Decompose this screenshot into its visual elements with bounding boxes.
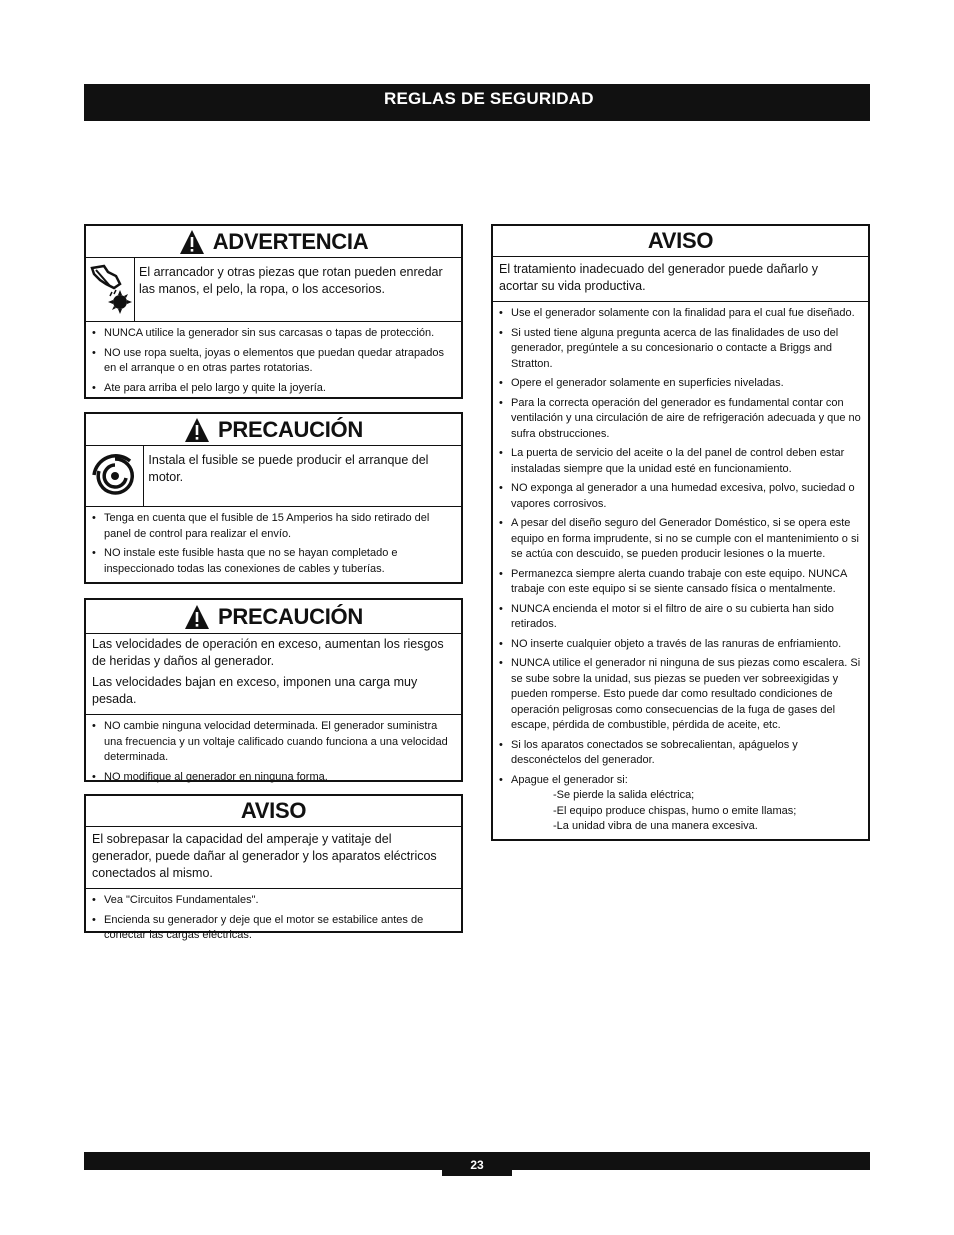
list-item [497, 773, 862, 835]
warning-triangle-icon [184, 604, 210, 630]
list-item-text: Apague el generador si: [511, 773, 628, 786]
precaucion-speed-list [86, 715, 461, 793]
aviso-capacity-intro: El sobrepasar la capacidad del amperaje y vatitaje del generador, puede dañar al generador y los aparatos eléctricos conectados al mismo. [86, 827, 461, 889]
aviso-capacity-header [86, 796, 461, 827]
list-item: • NUNCA utilice la generador sin sus carcasas o tapas de protección. [90, 326, 455, 342]
aviso-treatment-title: AVISO [647, 228, 714, 253]
list-item: • Tenga en cuenta que el fusible de 15 Amperios ha sido retirado del panel de control para realizar el envío. [90, 511, 455, 542]
auto-start-icon [86, 446, 144, 506]
intro-paragraph: Las velocidades de operación en exceso, aumentan los riesgos de heridas y daños al generador. [92, 637, 444, 668]
warning-triangle-icon [179, 229, 205, 255]
precaucion-fuse-list [86, 507, 461, 585]
precaucion-speed-box [84, 598, 463, 782]
precaucion-fuse-text: Instala el fusible se puede producir el arranque del motor. [148, 453, 429, 484]
sub-item: -El equipo produce chispas, humo o emite llamas; [553, 804, 797, 817]
advertencia-box [84, 224, 463, 399]
list-item: • NO use ropa suelta, joyas o elementos que puedan quedar atrapados en el arranque o en otras partes rotatorias. [90, 346, 455, 377]
list-item: • La puerta de servicio del aceite o la del panel de control deben estar instaladas siempre que la unidad esté en funcionamiento. [497, 446, 862, 477]
list-item: • NO inserte cualquier objeto a través de las ranuras de enfriamiento. [497, 637, 862, 653]
list-item: • Ate para arriba el pelo largo y quite la joyería. [90, 381, 455, 397]
list-item: • NUNCA utilice el generador ni ninguna de sus piezas como escalera. Si se sube sobre la unidad, sus piezas se pueden ver sobreexigidas y pueden romperse. Esto puede dar como resultado condiciones de operación peligrosas como consecuencias de la fuga de gases del escape, pérdida de combustible, pérdida de aceite, etc. [497, 656, 862, 734]
precaucion-speed-header [86, 600, 461, 634]
list-item: • NO exponga al generador a una humedad excesiva, polvo, suciedad o vapores corrosivos. [497, 481, 862, 512]
intro-paragraph: Las velocidades bajan en exceso, imponen una carga muy pesada. [92, 675, 418, 706]
advertencia-title: ADVERTENCIA [212, 228, 369, 254]
list-item: • NUNCA encienda el motor si el filtro de aire o su cubierta han sido retirados. [497, 602, 862, 633]
list-item: • NO modifique al generador en ninguna forma. [90, 770, 455, 786]
aviso-capacity-list [86, 889, 461, 952]
list-item: • Para la correcta operación del generador es fundamental contar con ventilación y una circulación de aire de refrigeración adecuada y que no sufra obstrucciones. [497, 396, 862, 443]
sub-item: -Se pierde la salida eléctrica; [553, 789, 695, 801]
list-item: • Si los aparatos conectados se sobrecalientan, apáguelos y desconéctelos del generador. [497, 738, 862, 769]
aviso-capacity-box [84, 794, 463, 941]
list-item: • Use el generador solamente con la finalidad para el cual fue diseñado. [497, 306, 862, 322]
precaucion-fuse-title: PRECAUCIÓN [218, 416, 363, 442]
list-item: • Encienda su generador y deje que el motor se estabilice antes de conectar las cargas eléctricas. [90, 913, 455, 944]
list-item: • Si usted tiene alguna pregunta acerca de las finalidades de uso del generador, pregúntele a su concesionario o contacte a Briggs and Stratton. [497, 326, 862, 373]
precaucion-fuse-box [84, 412, 463, 584]
list-item: • A pesar del diseño seguro del Generador Doméstico, si se opera este equipo en forma imprudente, si no se cumple con el mantenimiento o si se actúa con descuido, se pueden producir lesiones o la muerte. [497, 516, 862, 563]
list-item: • Vea "Circuitos Fundamentales". [90, 893, 455, 909]
hand-rotating-parts-icon [86, 258, 135, 321]
aviso-treatment-header [493, 226, 868, 257]
section-header-bar [84, 84, 870, 121]
advertencia-text: El arrancador y otras piezas que rotan pueden enredar las manos, el pelo, la ropa, o los accesorios. [139, 265, 443, 296]
precaucion-speed-intro [86, 634, 461, 715]
section-title: REGLAS DE SEGURIDAD [384, 89, 594, 108]
list-item: • NO cambie ninguna velocidad determinada. El generador suministra una frecuencia y un voltaje calificado cuando funciona a una velocidad determinada. [90, 719, 455, 766]
advertencia-header [86, 226, 461, 258]
advertencia-list [86, 322, 461, 404]
page-number: 23 [442, 1152, 512, 1176]
aviso-capacity-title: AVISO [240, 798, 307, 823]
aviso-treatment-intro: El tratamiento inadecuado del generador puede dañarlo y acortar su vida productiva. [493, 257, 868, 302]
precaucion-fuse-header [86, 414, 461, 446]
aviso-treatment-list [493, 302, 868, 839]
sub-item: -La unidad vibra de una manera excesiva. [553, 820, 758, 832]
list-item: • Opere el generador solamente en superficies niveladas. [497, 376, 862, 392]
aviso-treatment-box [491, 224, 870, 841]
list-item: • Permanezca siempre alerta cuando trabaje con este equipo. NUNCA trabaje con este equipo si se siente cansado física o mentalmente. [497, 567, 862, 598]
list-item: • NO instale este fusible hasta que no se hayan completado e inspeccionado todas las conexiones de cables y tuberías. [90, 546, 455, 577]
warning-triangle-icon [184, 417, 210, 443]
precaucion-speed-title: PRECAUCIÓN [218, 603, 363, 629]
